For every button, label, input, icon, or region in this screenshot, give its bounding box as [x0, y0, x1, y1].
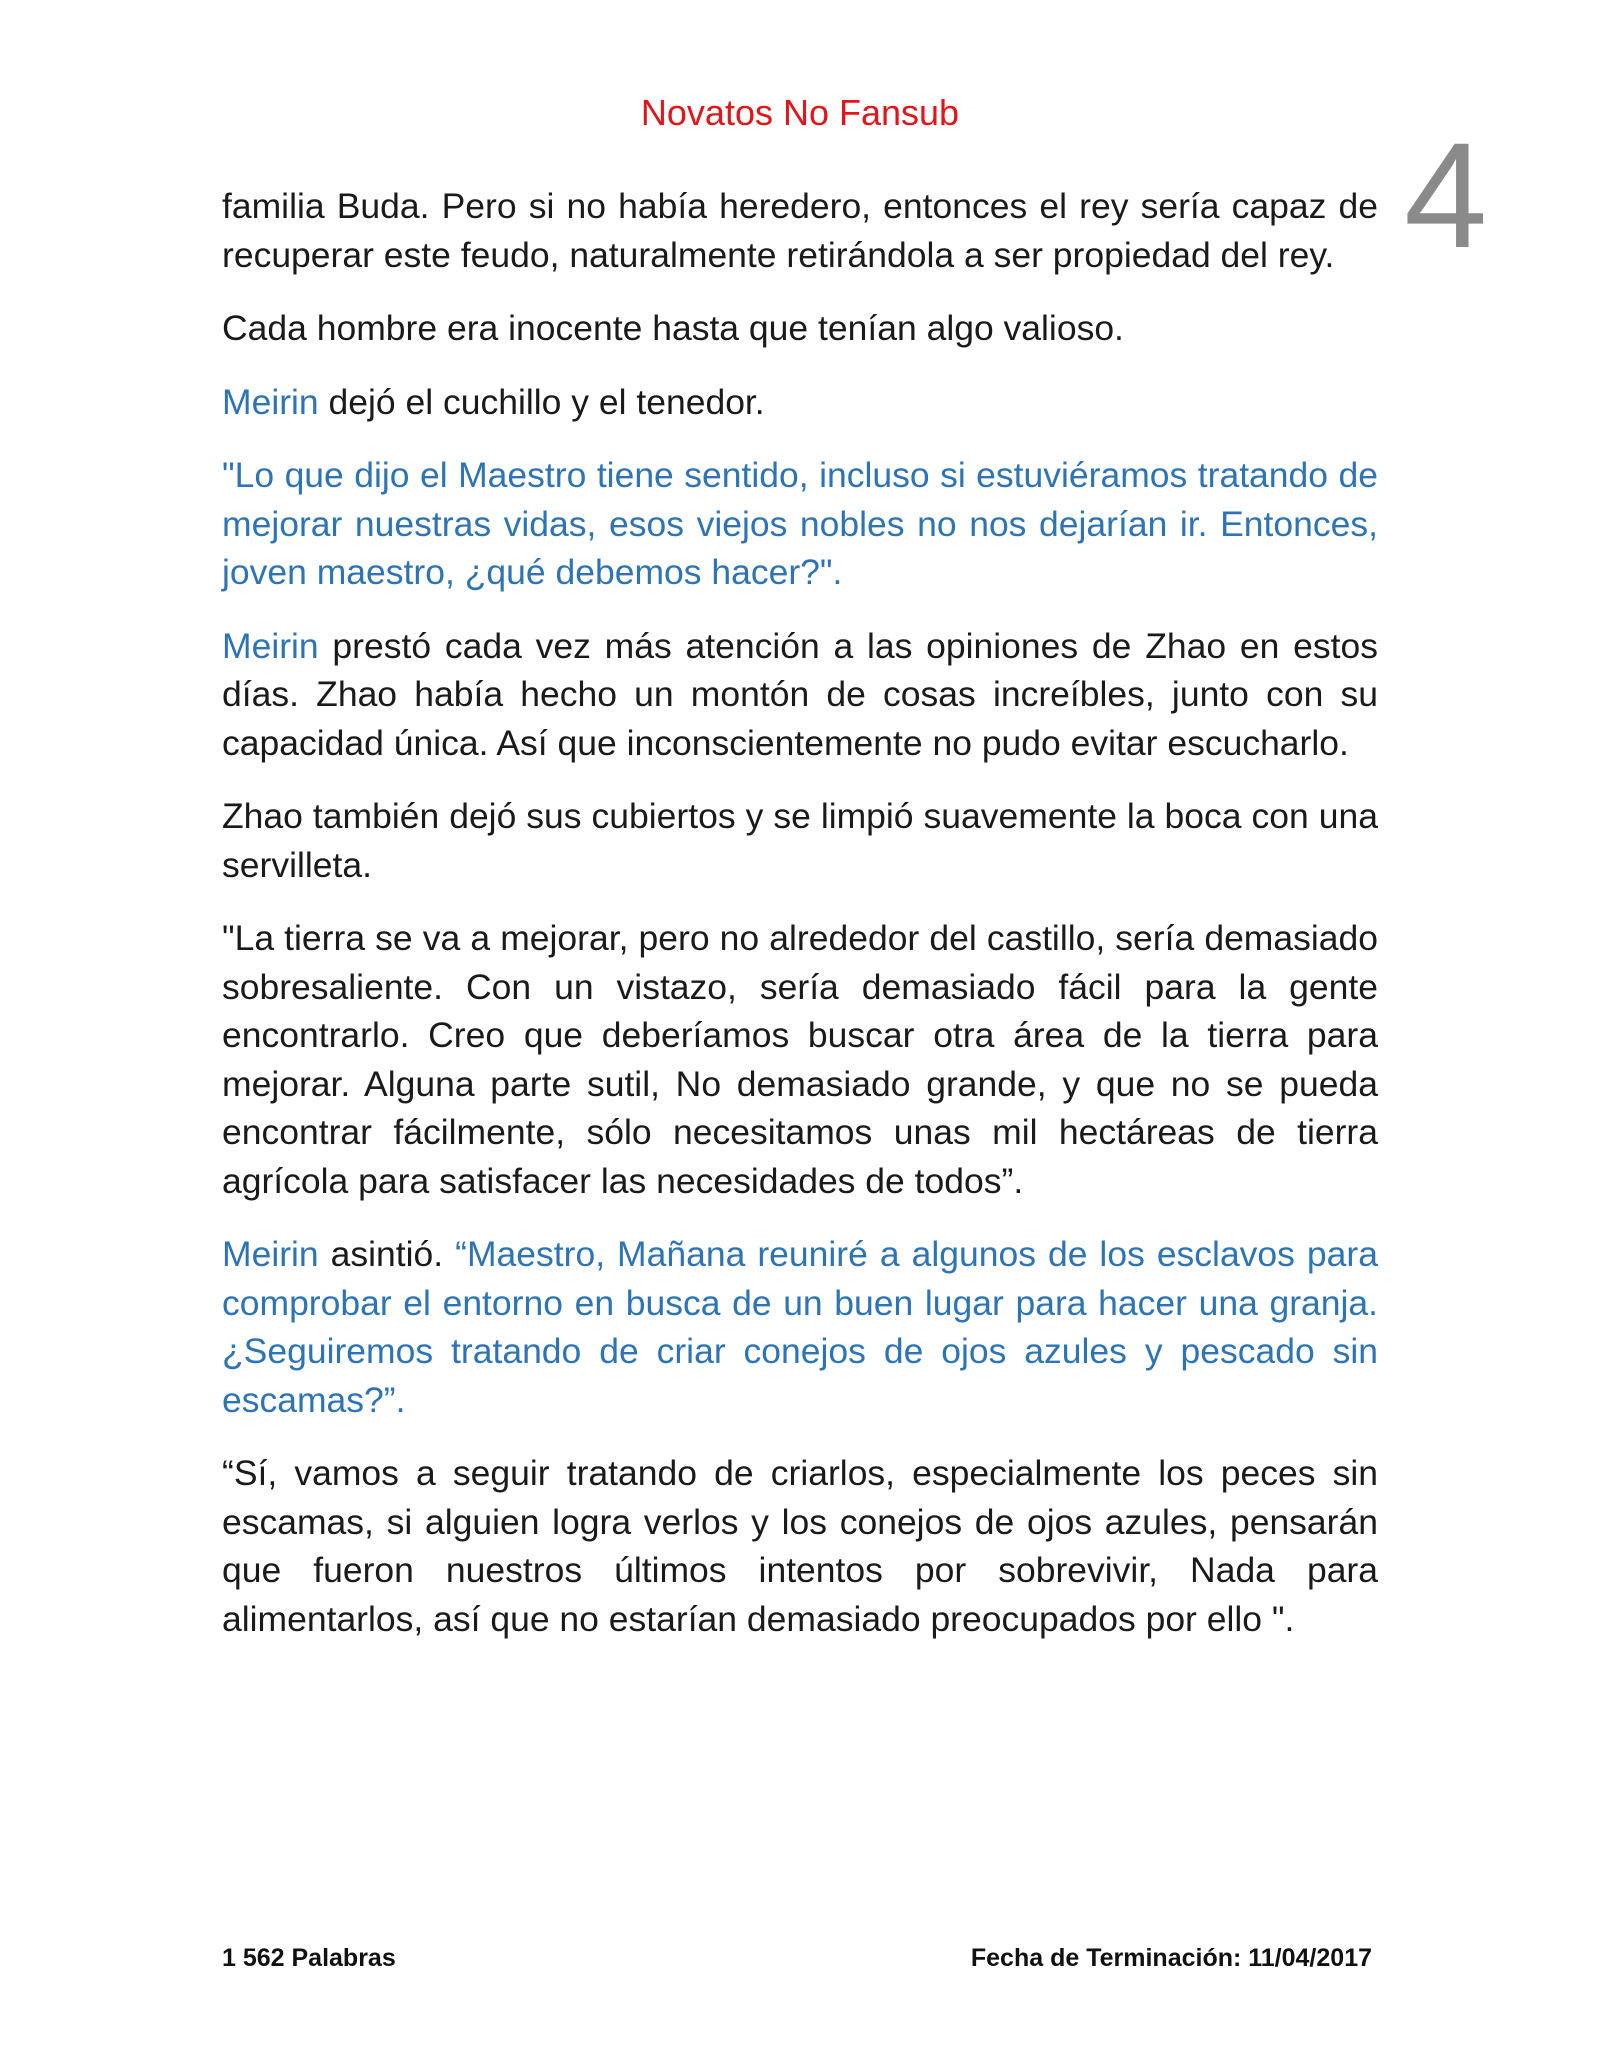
document-body — [222, 182, 1378, 1668]
paragraph-8 — [222, 1230, 1378, 1424]
footer-completion-date: Fecha de Terminación: 11/04/2017 — [970, 1944, 1372, 1972]
paragraph-text: Zhao también dejó sus cubiertos y se limpió suavemente la boca con una servilleta. — [222, 796, 1378, 885]
paragraph-text: Cada hombre era inocente hasta que tenían algo valioso. — [222, 308, 1124, 348]
dialogue-text: "Lo que dijo el Maestro tiene sentido, incluso si estuviéramos tratando de mejorar nuestras vidas, esos viejos nobles no nos dejarían ir. Entonces, joven maestro, ¿qué debemos hacer?". — [222, 455, 1378, 592]
paragraph-1 — [222, 182, 1378, 279]
paragraph-4-dialogue — [222, 451, 1378, 597]
paragraph-9 — [222, 1449, 1378, 1643]
paragraph-text: prestó cada vez más atención a las opiniones de Zhao en estos días. Zhao había hecho un montón de cosas increíbles, junto con su capacidad única. Así que inconscientemente no pudo evitar escucharlo. — [222, 625, 1378, 763]
page-number: 4 — [1404, 111, 1488, 279]
paragraph-text: dejó el cuchillo y el tenedor. — [318, 381, 765, 422]
speaker-name: Meirin — [222, 1234, 319, 1274]
paragraph-text: “Sí, vamos a seguir tratando de criarlos, especialmente los peces sin escamas, si alguien logra verlos y los conejos de ojos azules, pensarán que fueron nuestros últimos intentos por sobrevivir, Nada para alimentarlos, así que no estarían demasiado preocupados por ello ". — [222, 1453, 1378, 1639]
paragraph-text: familia Buda. Pero si no había heredero, entonces el rey sería capaz de recuperar este feudo, naturalmente retirándola a ser propiedad del rey. — [222, 186, 1378, 275]
paragraph-7 — [222, 914, 1378, 1205]
dialogue-text: “Maestro, Mañana reuniré a algunos de los esclavos para comprobar el entorno en busca de un buen lugar para hacer una granja. ¿Seguiremos tratando de criar conejos de ojos azules y pescado sin escamas?”. — [222, 1234, 1378, 1420]
paragraph-text: "La tierra se va a mejorar, pero no alrededor del castillo, sería demasiado sobresaliente. Con un vistazo, sería demasiado fácil para la gente encontrarlo. Creo que deberíamos buscar otra área de la tierra para mejorar. Alguna parte sutil, No demasiado grande, y que no se pueda encontrar fácilmente, sólo necesitamos unas mil hectáreas de tierra agrícola para satisfacer las necesidades de todos”. — [222, 918, 1378, 1201]
paragraph-2 — [222, 304, 1378, 353]
document-header-title: Novatos No Fansub — [640, 92, 960, 133]
speaker-name: Meirin — [222, 625, 319, 666]
paragraph-3 — [222, 378, 1378, 427]
speaker-name: Meirin — [222, 381, 319, 422]
paragraph-6 — [222, 792, 1378, 889]
paragraph-text: asintió. — [318, 1234, 456, 1274]
paragraph-5 — [222, 622, 1378, 768]
footer-word-count: 1 562 Palabras — [222, 1944, 396, 1972]
